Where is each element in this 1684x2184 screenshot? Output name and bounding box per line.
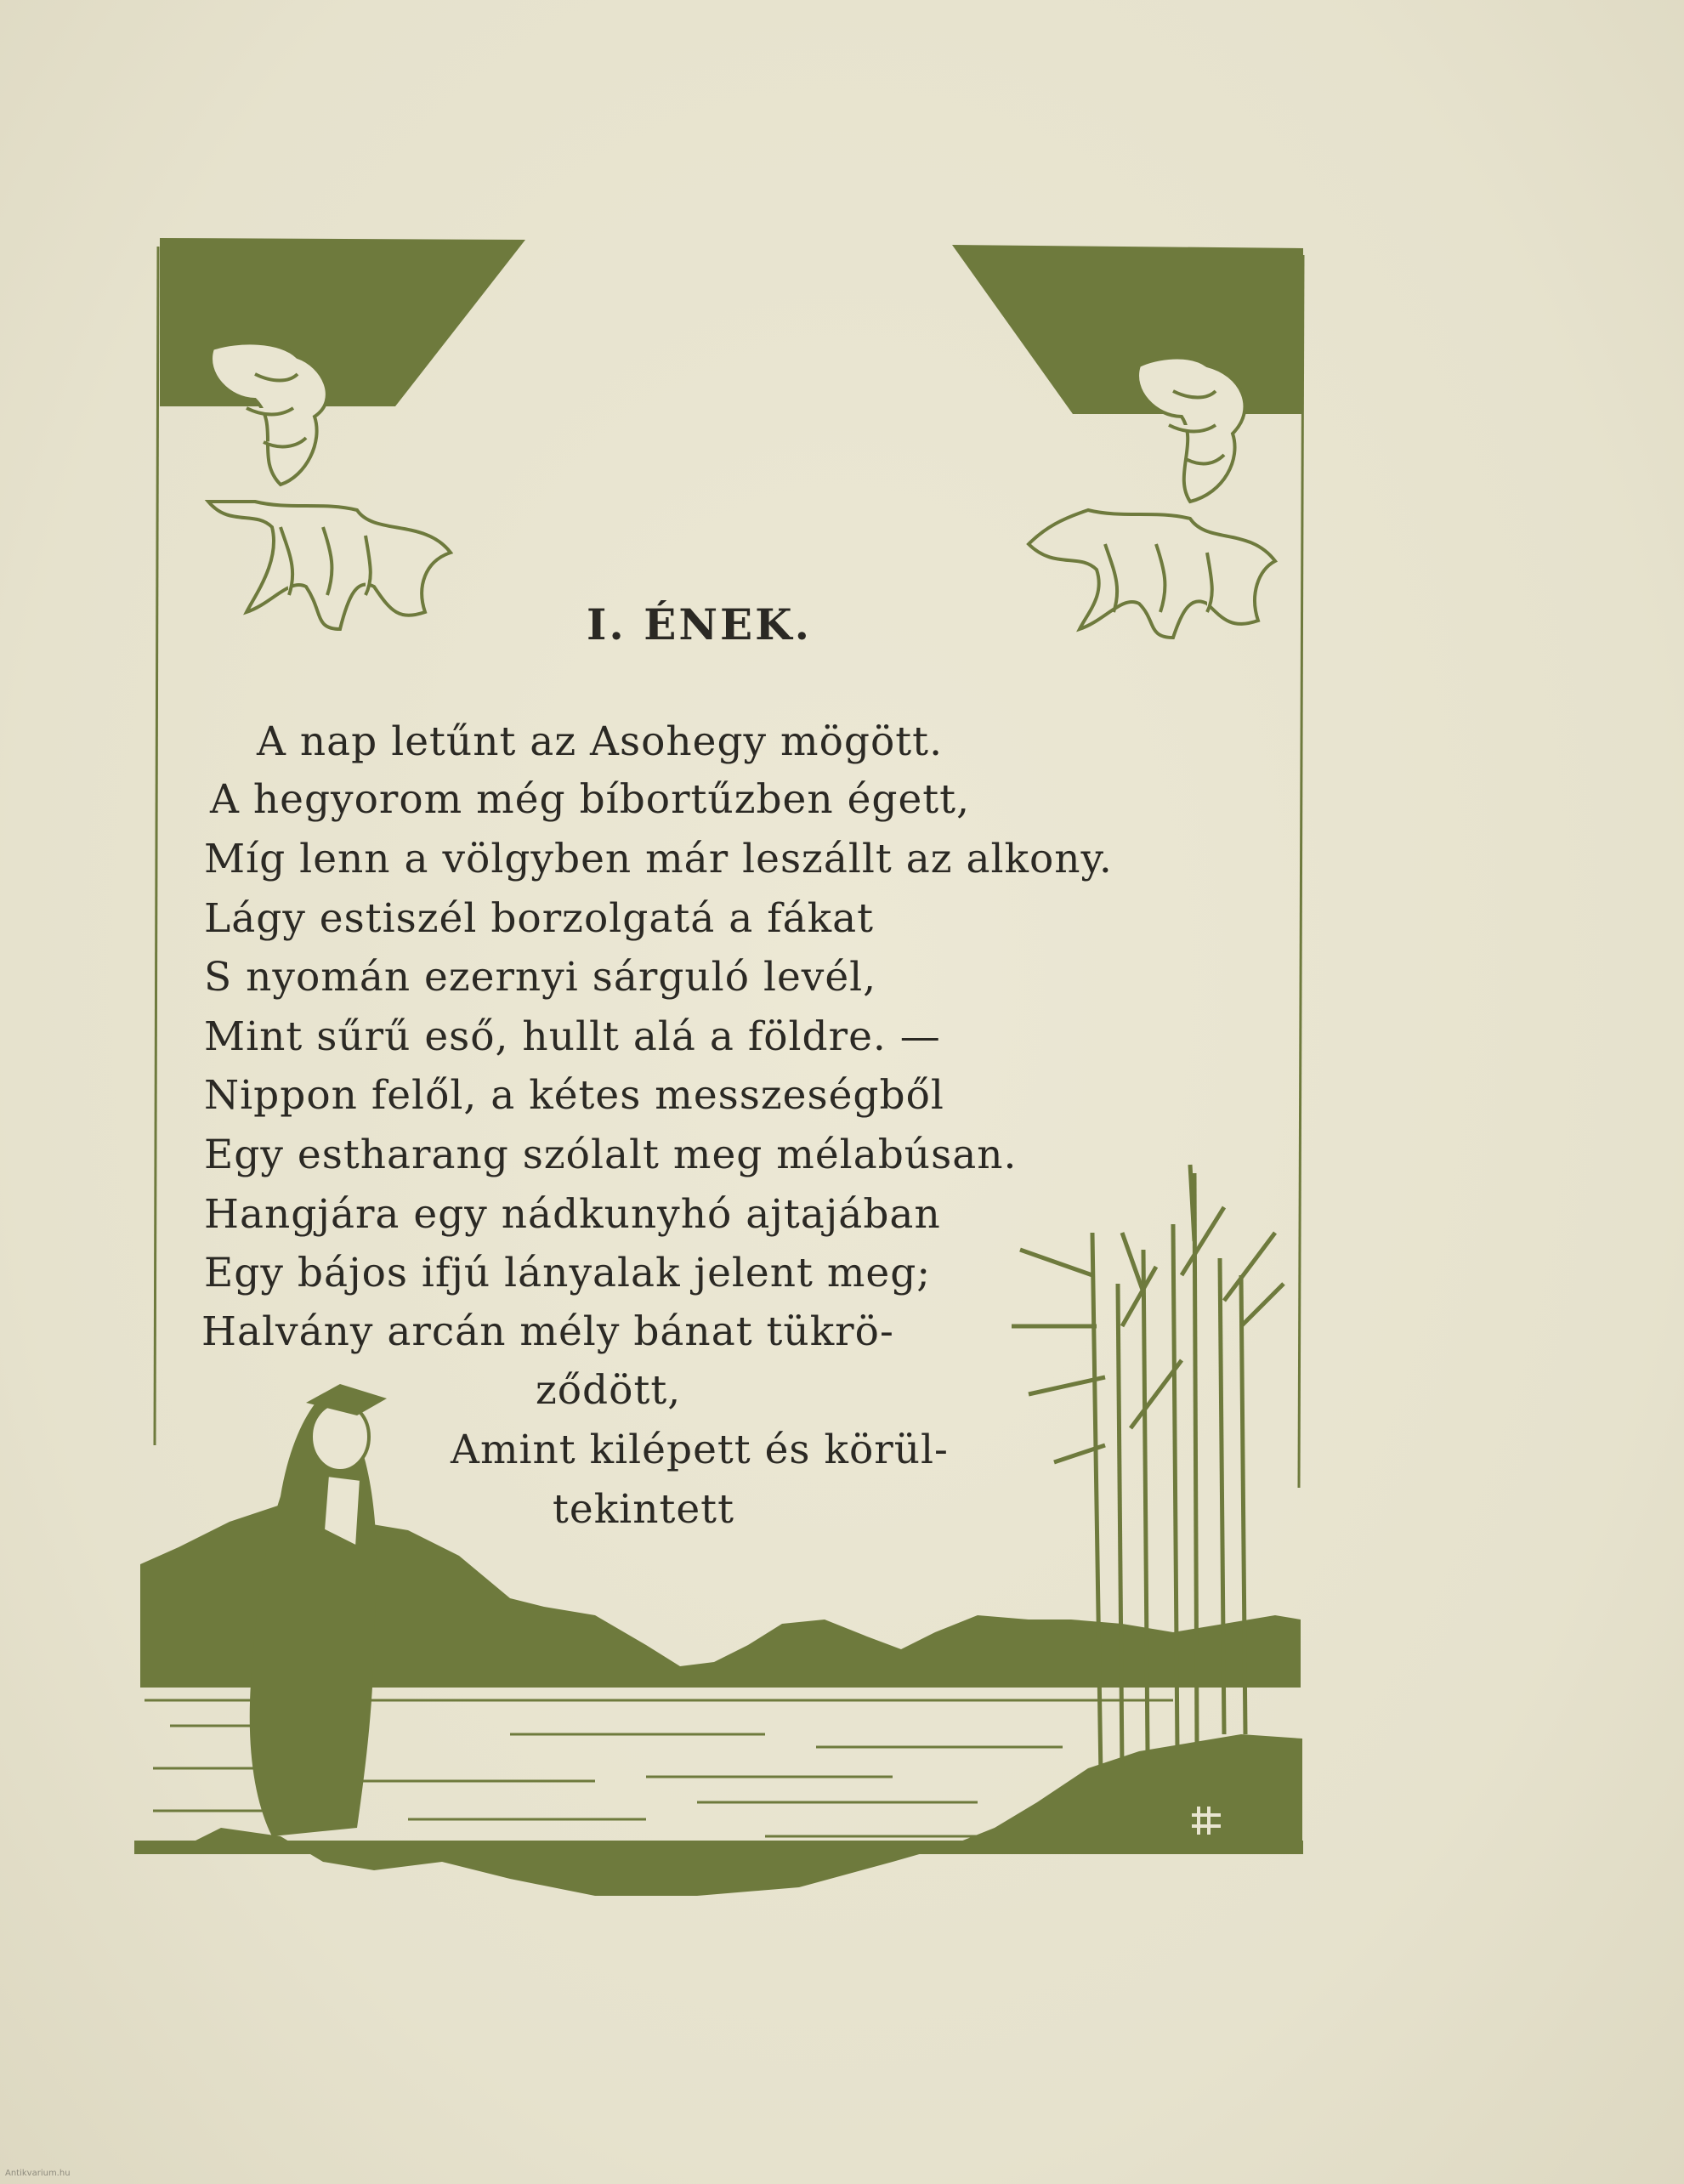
poem-line: Nippon felől, a kétes messzeségből — [204, 1072, 944, 1119]
poem-line: Halvány arcán mély bánat tükrö- — [201, 1308, 894, 1355]
poem-line: S nyomán ezernyi sárguló levél, — [204, 954, 877, 1001]
chapter-title: I. ÉNEK. — [587, 599, 812, 650]
poem-line: ződött, — [536, 1367, 682, 1414]
poem-line: Egy estharang szólalt meg mélabúsan. — [204, 1132, 1018, 1178]
girl-figure — [250, 1384, 387, 1836]
watermark: Antikvarium.hu — [5, 2169, 71, 2178]
poem-line: Lágy estiszél borzolgatá a fákat — [204, 895, 874, 942]
top-left-banner — [160, 238, 525, 406]
top-right-banner — [952, 245, 1303, 414]
poem-line: Mint sűrű eső, hullt alá a földre. — — [204, 1013, 941, 1060]
poem-line: tekintett — [553, 1486, 734, 1533]
poem-line: Egy bájos ifjú lányalak jelent meg; — [204, 1250, 932, 1296]
poem-line: Amint kilépett és körül- — [451, 1427, 949, 1473]
poem-line: Hangjára egy nádkunyhó ajtajában — [204, 1191, 941, 1238]
poem-line: A nap letűnt az Asohegy mögött. — [257, 718, 944, 765]
poem-line: A hegyorom még bíbortűzben égett, — [210, 776, 971, 823]
poem-line: Míg lenn a völgyben már leszállt az alkony. — [204, 836, 1113, 882]
